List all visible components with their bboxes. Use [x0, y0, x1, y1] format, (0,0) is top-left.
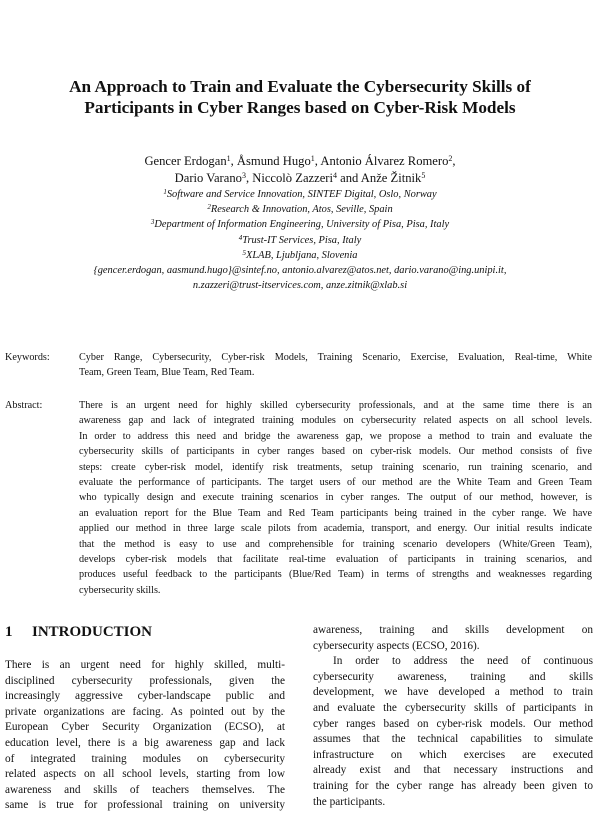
author-name: Dario Varano	[174, 171, 242, 185]
affiliation: $^1$Software and Service Innovation, SINTEF Digital, Oslo, Norway	[163, 188, 437, 200]
section-title: INTRODUCTION	[32, 624, 153, 640]
paper-title-line: An Approach to Train and Evaluate the Cybersecurity Skills of	[69, 77, 531, 96]
author-affiliation-marker: 1	[226, 154, 231, 163]
abstract-label: Abstract:	[5, 400, 43, 411]
author-name: Niccolò Zazzeri	[252, 171, 333, 185]
keywords-text: Cyber Range, Cybersecurity, Cyber-risk Models, Training Scenario, Exercise, Evaluation, Real-time, White Team, Green Team, Blue Team, Red Team.	[79, 352, 592, 379]
author-affiliation-marker: 1	[310, 154, 315, 163]
author-affiliation-marker: 5	[421, 171, 426, 180]
author-name: Antonio Álvarez Romero	[320, 154, 449, 168]
keywords-label: Keywords:	[5, 352, 50, 363]
affiliation: $^3$Department of Information Engineering, University of Pisa, Pisa, Italy	[150, 218, 450, 231]
section-number: 1	[5, 624, 13, 640]
author-affiliation-marker: 2	[448, 154, 453, 163]
affiliation-list	[0, 187, 600, 293]
paper-title	[20, 76, 580, 118]
author-emails: {gencer.erdogan, aasmund.hugo}@sintef.no, antonio.alvarez@atos.net, dario.varano@ing.unipi.it,	[93, 265, 507, 277]
body-column-left: There is an urgent need for highly skilled, multi- disciplined cybersecurity professionals, given the increasingly aggressive cyber-landscape public and private organizations are facing. As pointed out by the European Cyber Security Organization (ECSO), at education level, there is a big awareness gap and lack of integrated training modules on cybersecurity related aspects on all school levels, starting from low awareness and skills of teachers themselves. The same is true for professional training on university	[5, 659, 285, 812]
author-line: Dario Varano$^3$, Niccolò Zazzeri$^4$ and Anže Žitnik$^5$	[174, 171, 426, 185]
affiliation: $^4$Trust-IT Services, Pisa, Italy	[238, 233, 362, 246]
abstract-text: There is an urgent need for highly skilled cybersecurity professionals, and at the same time there is an awareness gap and lack of integrated training modules on cybersecurity related aspects on all school levels. In order to address this need and bridge the awareness gap, we propose a method to train and evaluate the cybersecurity skills of participants in cyber ranges based on cyber-risk models. Our method consists of five steps: create cyber-risk model, identify risk treatments, setup training scenario, run training scenario, and evaluate the performance of participants. The target users of our method are the White Team and Green Team who typically design and execute training scenarios in cyber ranges. The output of our method, however, is an evaluation report for the Blue Team and Red Team participants being trained in the cyber range. We have applied our method in three large scale pilots from academia, transport, and energy. Our initial results indicate that the method is easy to use and comprehensible for training scenario developers (White/Green Team), develops cyber-risk models that facilitate real-time evaluation of participants in training scenarios, and produces useful feedback to the participants (Blue/Red Team) in terms of strengths and weaknesses regarding cybersecurity skills.	[79, 400, 592, 596]
paper-title-line: Participants in Cyber Ranges based on Cyber-Risk Models	[84, 98, 516, 117]
author-list	[0, 153, 600, 187]
affiliation: $^2$Research & Innovation, Atos, Seville, Spain	[207, 203, 393, 216]
section-heading	[5, 622, 152, 642]
body-column-right: awareness, training and skills development on cybersecurity aspects (ECSO, 2016). In order to address the need of continuous cybersecurity awareness, training and skills development, we have developed a method to train and evaluate the cybersecurity skills of participants in cyber ranges based on cyber-risk models. Our method assumes that the technical capabilities to simulate infrastructure on which exercises are executed already exist and that necessary instructions and training for the cyber range has already been given to the participants.	[313, 624, 593, 808]
author-name: Gencer Erdogan	[144, 154, 227, 168]
author-name: Åsmund Hugo	[236, 154, 311, 168]
author-affiliation-marker: 4	[333, 171, 337, 180]
author-line: Gencer Erdogan$^1$, Åsmund Hugo$^1$, Antonio Álvarez Romero$^2$,	[144, 154, 456, 168]
author-emails: n.zazzeri@trust-itservices.com, anze.zitnik@xlab.si	[192, 280, 408, 292]
affiliation: $^5$XLAB, Ljubljana, Slovenia	[242, 248, 358, 261]
author-name: Anže Žitnik	[360, 171, 422, 185]
author-affiliation-marker: 3	[241, 171, 246, 180]
